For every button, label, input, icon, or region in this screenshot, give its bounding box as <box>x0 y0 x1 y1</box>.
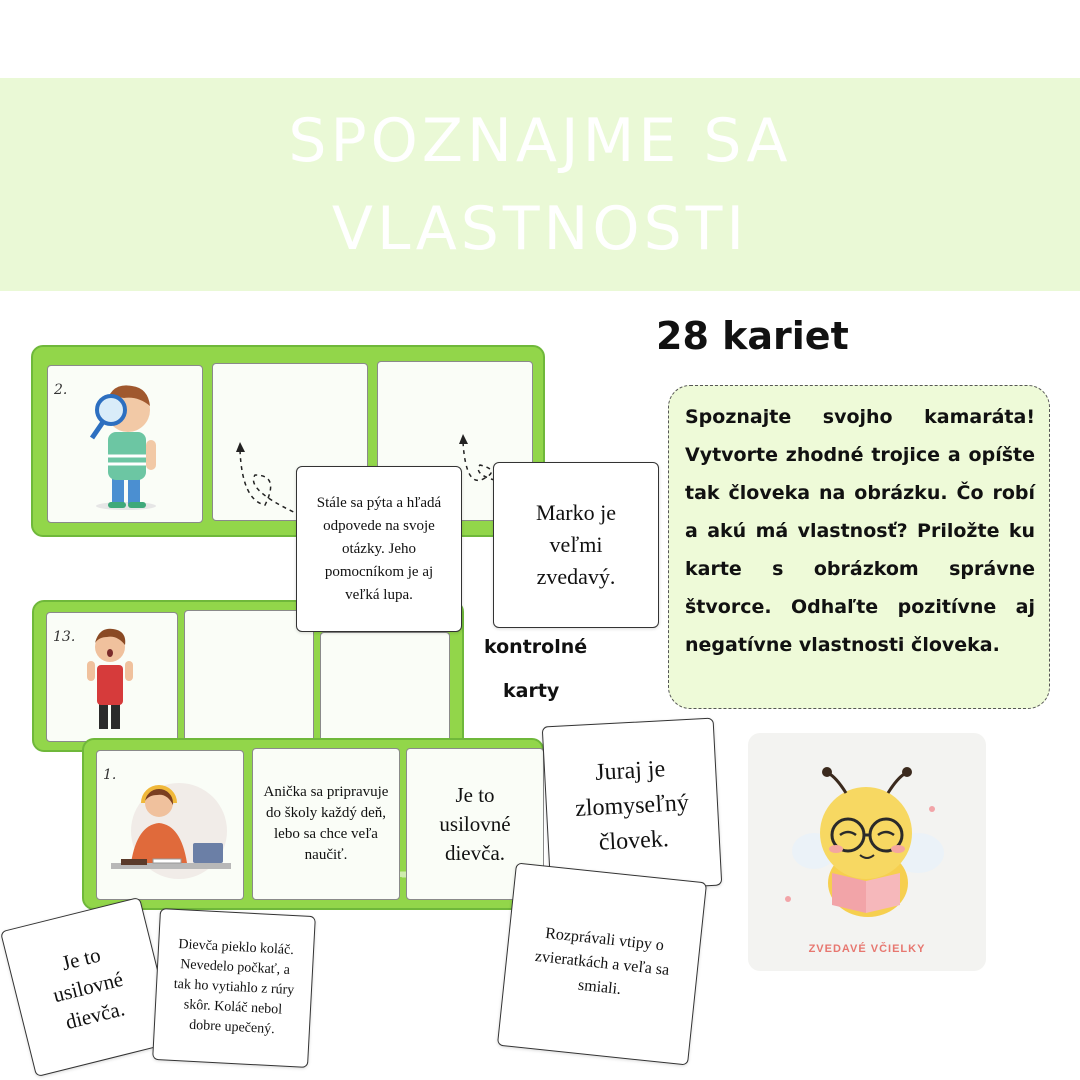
control-cards-label-1: kontrolné <box>484 636 588 658</box>
picture-slot <box>46 612 178 742</box>
banner-title-line-1: SPOZNAJME SA <box>288 105 792 176</box>
answer-card: Juraj je zlomyseľný človek. <box>542 718 723 895</box>
bee-reading-illustration <box>748 733 986 933</box>
empty-slot <box>320 632 450 746</box>
question-card: Rozprávali vtipy o zvieratkách a veľa sa smiali. <box>497 862 707 1065</box>
banner-title-line-2: VLASTNOSTI <box>331 193 749 264</box>
card-number: 13. <box>53 629 76 645</box>
question-card: Stále sa pýta a hľadá odpovede na svoje otázky. Jeho pomocníkom je aj veľká lupa. <box>296 466 462 632</box>
matching-board-1 <box>82 738 544 910</box>
question-card: Dievča pieklo koláč. Nevedelo počkať, a tak ho vytiahlo z rúry skôr. Koláč nebol dobre upečený. <box>152 908 316 1068</box>
girl-studying-illustration <box>97 751 245 901</box>
answer-card: Je to usilovné dievča. <box>0 897 176 1077</box>
text-slot-card <box>252 748 400 900</box>
picture-slot <box>96 750 244 900</box>
instructions-text: Spoznajte svojho kamaráta! Vytvorte zhodné trojice a opíšte tak človeka na obrázku. Čo robí a akú má vlastnosť? Priložte ku karte s obrázkom správne štvorce. Odhaľte pozitívne aj negatívne vlastnosti človeka. <box>685 406 1035 656</box>
empty-slot <box>184 610 314 746</box>
card-number: 1. <box>103 767 117 783</box>
control-cards-label-2: karty <box>503 680 560 702</box>
card-number: 2. <box>54 382 68 398</box>
card-text: Je to usilovné dievča. <box>439 782 511 865</box>
card-text: Anička sa pripravuje do školy každý deň, lebo sa chce veľa naučiť. <box>263 784 389 863</box>
answer-card: Marko je veľmi zvedavý. <box>493 462 659 628</box>
card-count-title: 28 kariet <box>656 314 849 358</box>
bee-brand-caption: ZVEDAVÉ VČIELKY <box>808 943 926 955</box>
bee-logo-card <box>748 733 986 971</box>
